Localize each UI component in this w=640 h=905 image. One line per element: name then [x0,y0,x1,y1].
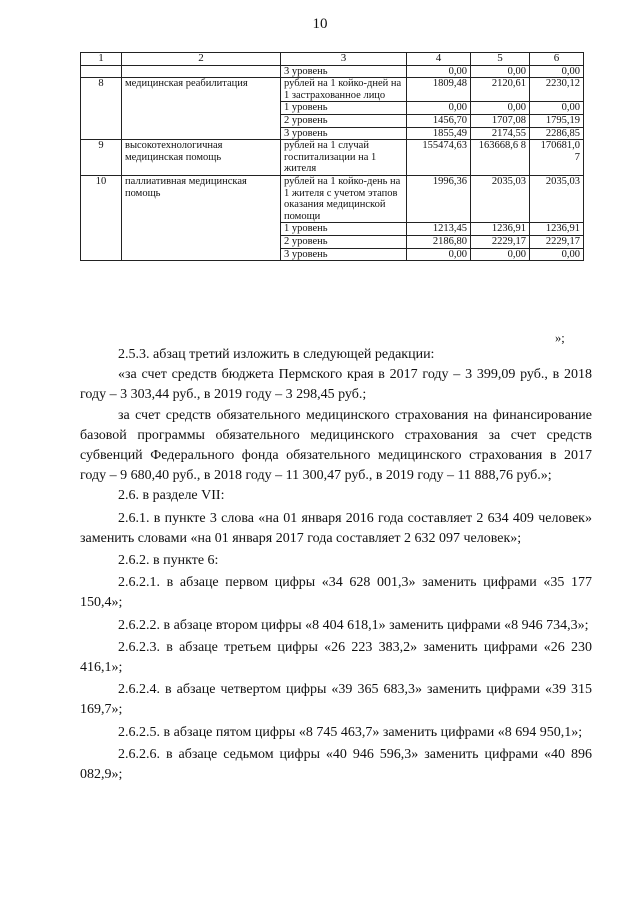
paragraph: 2.6.2. в пункте 6: [118,553,219,569]
paragraph: 2.6.2.1. в абзаце первом цифры «34 628 001,3» заменить цифрами «35 177 150,4»; [80,575,592,611]
value-cell: 1707,08 [471,114,530,127]
level-label: 3 уровень [281,248,407,261]
value-cell: 2286,85 [530,127,584,140]
value-cell: 1855,49 [407,127,471,140]
table-row [81,175,584,222]
value-cell: 2174,55 [471,127,530,140]
paragraph: 2.6.2.5. в абзаце пятом цифры «8 745 463,7» заменить цифрами «8 694 950,1»; [118,724,583,740]
value-cell: 0,00 [407,102,471,115]
paragraph: 2.5.3. абзац третий изложить в следующей редакции: [118,347,435,362]
value-cell: 0,00 [530,102,584,115]
paragraph: 2.6.1. в пункте 3 слова «на 01 января 2016 года составляет 2 634 409 человек» заменить словами «на 01 января 2017 года составляет 2 632 097 человек»; [80,510,592,546]
level-label: 2 уровень [281,235,407,248]
row-number: 9 [81,140,122,176]
tariff-table [80,52,584,261]
value-cell: 1795,19 [530,114,584,127]
header-cell: 5 [471,53,530,66]
value-cell: 2230,12 [530,78,584,102]
value-cell: 155474,63 [407,140,471,176]
value-cell: 170681,0 7 [530,140,584,176]
value-cell: 2035,03 [471,175,530,222]
value-cell: 1456,70 [407,114,471,127]
paragraph: 2.6.2.2. в абзаце втором цифры «8 404 618,1» заменить цифрами «8 946 734,3»; [118,617,589,633]
care-type: паллиативная медицинская помощь [122,175,281,260]
value-cell: 2229,17 [530,235,584,248]
header-cell: 1 [81,53,122,66]
table-row [81,65,584,78]
paragraph: 2.6.2.6. в абзаце седьмом цифры «40 946 596,3» заменить цифрами «40 896 082,9»; [80,746,592,783]
value-cell: 0,00 [471,248,530,261]
paragraph: 2.6.2.3. в абзаце третьем цифры «26 223 383,2» заменить цифрами «26 230 416,1»; [80,639,592,676]
value-cell: 1996,36 [407,175,471,222]
unit-cell: рублей на 1 койко-дней на 1 застрахованное лицо [281,78,407,102]
header-cell: 2 [122,53,281,66]
row-number: 10 [81,175,122,260]
table-row [81,78,584,102]
level-label: 1 уровень [281,102,407,115]
value-cell: 2035,03 [530,175,584,222]
level-label: 1 уровень [281,223,407,236]
table-closing-quote: »; [555,331,565,345]
paragraph: 2.6. в разделе VII: [118,488,225,504]
care-type: медицинская реабилитация [122,78,281,140]
unit-cell: рублей на 1 койко-день на 1 жителя с учетом этапов оказания медицинской помощи [281,175,407,222]
value-cell: 0,00 [407,248,471,261]
value-cell: 2229,17 [471,235,530,248]
level-label: 3 уровень [281,127,407,140]
value-cell: 1236,91 [471,223,530,236]
level-label: 2 уровень [281,114,407,127]
paragraph: за счет средств обязательного медицинского страхования на финансирование базовой программы обязательного медицинского страхования за счет средств субвенций Федерального фонда обязательного медицинского страхования в 2017 году – 9 680,40 руб., в 2018 году – 11 300,47 руб., в 2019 году – 11 888,76 руб.»; [80,407,592,484]
value-cell: 163668,6 8 [471,140,530,176]
value-cell: 0,00 [530,65,584,78]
header-cell: 4 [407,53,471,66]
value-cell: 1809,48 [407,78,471,102]
value-cell: 1213,45 [407,223,471,236]
document-body [80,345,592,785]
page-number: 10 [312,16,328,32]
value-cell: 0,00 [471,102,530,115]
value-cell: 1236,91 [530,223,584,236]
value-cell: 2120,61 [471,78,530,102]
care-type: высокотехнологичная медицинская помощь [122,140,281,176]
value-cell: 0,00 [530,248,584,261]
table-header-row [81,53,584,66]
value-cell: 2186,80 [407,235,471,248]
paragraph: 2.6.2.4. в абзаце четвертом цифры «39 365 683,3» заменить цифрами «39 315 169,7»; [80,682,592,718]
row-number: 8 [81,78,122,140]
table-row [81,140,584,176]
header-cell: 3 [281,53,407,66]
value-cell: 0,00 [471,65,530,78]
value-cell: 0,00 [407,65,471,78]
unit-cell: рублей на 1 случай госпитализации на 1 жителя [281,140,407,176]
paragraph: «за счет средств бюджета Пермского края в 2017 году – 3 399,09 руб., в 2018 году – 3 303,44 руб., в 2019 году – 3 298,45 руб.; [80,367,592,403]
level-label: 3 уровень [281,65,407,78]
header-cell: 6 [530,53,584,66]
